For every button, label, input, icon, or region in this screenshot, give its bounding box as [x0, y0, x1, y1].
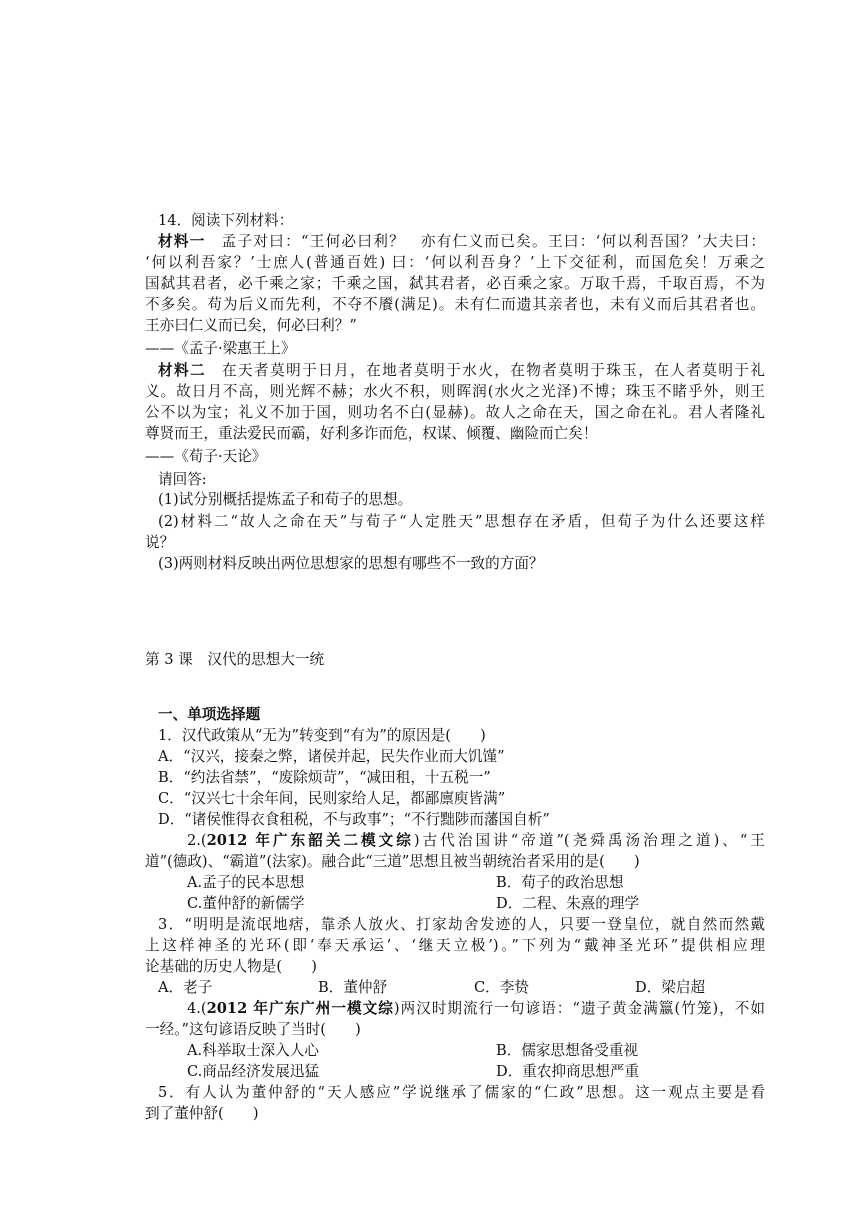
- q14-material2-line1: [158, 361, 765, 381]
- q14-material1-line2: ‘何以利吾家？’士庶人(普通百姓) 曰：‘何以利吾身？’上下交征利，而国危矣！万乘之: [145, 254, 765, 271]
- q3-stem-line2: 上这样神圣的光环(即‘奉天承运’、‘继天立极’)。”下列为“戴神圣光环”提供相应理: [145, 937, 765, 954]
- q14-ask: 请回答:: [158, 471, 207, 488]
- q2-stem-line1: [187, 831, 765, 851]
- q4-option-d: D．重农抑商思想严重: [496, 1063, 640, 1080]
- q2-source-tag: 2012 年广东韶关二模文综: [206, 832, 414, 849]
- q1-option-a: A．“汉兴，接秦之弊，诸侯并起，民失作业而大饥馑”: [158, 748, 505, 765]
- q14-sub3: (3)两则材料反映出两位思想家的思想有哪些不一致的方面？: [158, 555, 544, 572]
- q3-option-b: B．董仲舒: [318, 979, 388, 996]
- q1-option-d: D．“诸侯惟得衣食租税，不与政事”；“不行黜陟而藩国自析”: [158, 811, 550, 828]
- q4-stem-line2: 一经。”这句谚语反映了当时( ): [145, 1021, 361, 1038]
- q3-stem-line1: 3．“明明是流氓地痞，靠杀人放火、打家劫舍发迹的人，只要一登皇位，就自然而然戴: [158, 916, 765, 933]
- q1-option-b: B．“约法省禁”，“废除烦苛”，“减田租，十五税一”: [158, 769, 491, 786]
- q14-material1-line5: 王亦曰仁义而已矣，何必曰利？”: [145, 317, 357, 334]
- q2-stem-line2: 道”(德政)、“霸道”(法家)。融合此“三道”思想且被当朝统治者采用的是( ): [145, 853, 640, 870]
- q14-material1-source: ——《孟子·梁惠王上》: [145, 340, 296, 357]
- q14-sub1: (1)试分别概括提炼孟子和荀子的思想。: [158, 491, 413, 508]
- q2-option-a: A.孟子的民本思想: [187, 874, 305, 891]
- material2-text: 在天者莫明于日月，在地者莫明于水火，在物者莫明于珠玉，在人者莫明于礼: [206, 362, 765, 379]
- q4-option-b: B．儒家思想备受重视: [496, 1042, 639, 1059]
- q14-material2-source: ——《荀子·天论》: [145, 448, 267, 465]
- q3-option-c: C．李贽: [474, 979, 529, 996]
- section-heading: 一、单项选择题: [158, 706, 261, 723]
- q14-material2-line2: 义。故日月不高，则光辉不赫；水火不积，则晖润(水火之光泽)不博；珠玉不睹乎外，则王: [145, 383, 765, 400]
- q2-stem-text: )古代治国讲“帝道”(尧舜禹汤治理之道)、“王: [413, 832, 765, 849]
- material2-label: 材料二: [158, 362, 207, 379]
- q4-stem-text: )两汉时期流行一句谚语：“遗子黄金满籝(竹笼)，不如: [393, 1000, 765, 1017]
- q14-title: 14．阅读下列材料：: [158, 212, 294, 229]
- q2-option-d: D．二程、朱熹的理学: [496, 895, 640, 912]
- q2-option-b: B．荀子的政治思想: [496, 874, 624, 891]
- q4-stem-line1: [187, 999, 765, 1019]
- q14-sub2-line2: 说？: [145, 534, 175, 551]
- q3-option-d: D．梁启超: [635, 979, 706, 996]
- q14-material1-line1: [158, 232, 765, 252]
- lesson-title: 第 3 课 汉代的思想大一统: [145, 651, 325, 668]
- q14-material1-line3: 国弑其君者，必千乘之家；千乘之国，弑其君者，必百乘之家。万取千焉，千取百焉，不为: [145, 275, 765, 292]
- material1-text: 孟子对曰：“王何必曰利？ 亦有仁义而已矣。王曰：‘何以利吾国？’大夫曰：: [205, 233, 765, 250]
- q5-stem-line2: 到了董仲舒( ): [145, 1105, 259, 1122]
- q14-material2-line4: 尊贤而王，重法爱民而霸，好利多诈而危，权谋、倾覆、幽险而亡矣！: [145, 425, 598, 442]
- q4-source-tag: 2012 年广东广州一模文综: [206, 1000, 394, 1017]
- q3-stem-line3: 论基础的历史人物是( ): [145, 958, 317, 975]
- q1-stem: 1．汉代政策从“无为”转变到“有为”的原因是( ): [158, 727, 486, 744]
- q14-material2-line3: 公不以为宝；礼义不加于国，则功名不白(显赫)。故人之命在天，国之命在礼。君人者隆礼: [145, 404, 765, 421]
- q3-option-a: A．老子: [158, 979, 213, 996]
- q2-option-c: C.董仲舒的新儒学: [187, 895, 305, 912]
- q5-stem-line1: 5．有人认为董仲舒的“天人感应”学说继承了儒家的“仁政”思想。这一观点主要是看: [158, 1084, 765, 1101]
- q4-number: 4.(: [187, 1000, 207, 1017]
- q14-sub2-line1: (2)材料二“故人之命在天”与荀子“人定胜天”思想存在矛盾，但荀子为什么还要这样: [158, 513, 765, 530]
- q2-number: 2.(: [187, 832, 207, 849]
- q1-option-c: C．“汉兴七十余年间，民则家给人足，都鄙廪庾皆满”: [158, 790, 506, 807]
- q14-material1-line4: 不多矣。苟为后义而先利，不夺不餍(满足)。未有仁而遗其亲者也，未有义而后其君者也。: [145, 296, 765, 313]
- q4-option-a: A.科举取士深入人心: [187, 1042, 319, 1059]
- q4-option-c: C.商品经济发展迅猛: [187, 1063, 320, 1080]
- material1-label: 材料一: [158, 233, 206, 250]
